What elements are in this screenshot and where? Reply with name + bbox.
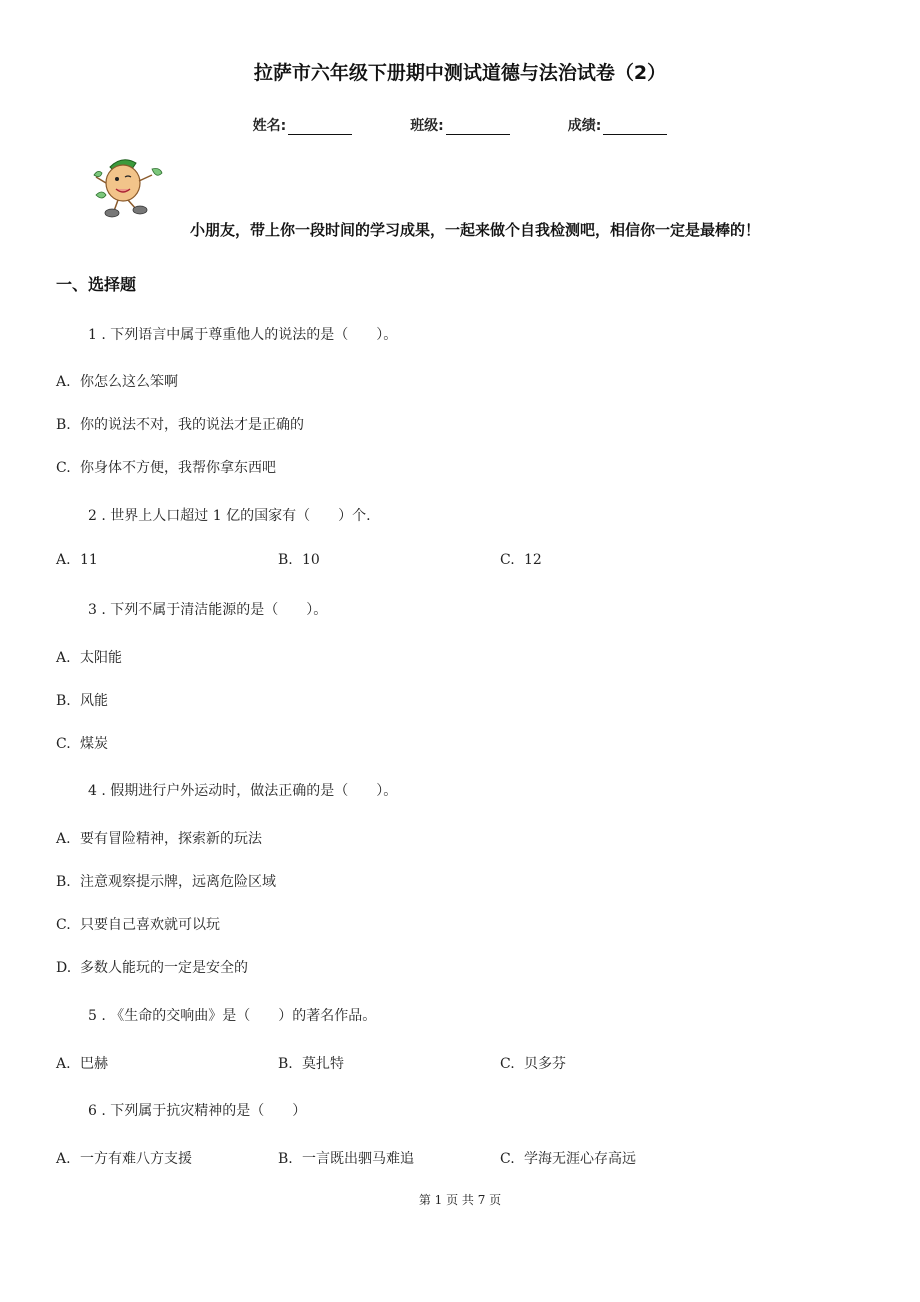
option-letter: B. — [278, 1056, 293, 1072]
option-4c — [56, 914, 220, 934]
option-5b — [278, 1053, 344, 1073]
option-letter: A. — [56, 831, 71, 847]
question-3: 3 . 下列不属于清洁能源的是（ ）。 — [88, 602, 328, 618]
class-field — [410, 115, 510, 135]
option-letter: B. — [56, 693, 71, 709]
option-letter: C. — [56, 460, 71, 476]
score-field — [568, 115, 668, 135]
option-letter: C. — [56, 736, 71, 752]
name-field — [253, 115, 353, 135]
option-2b — [278, 552, 320, 568]
option-4a — [56, 828, 262, 848]
option-text: 贝多芬 — [524, 1056, 566, 1072]
option-6b — [278, 1148, 414, 1168]
student-info-row — [0, 115, 920, 135]
option-text: 太阳能 — [80, 650, 122, 666]
question-4: 4 . 假期进行户外运动时，做法正确的是（ ）。 — [88, 783, 398, 799]
option-letter: C. — [500, 1056, 515, 1072]
option-text: 你怎么这么笨啊 — [80, 374, 178, 390]
option-letter: C. — [500, 552, 515, 568]
option-letter: C. — [500, 1151, 515, 1167]
option-letter: D. — [56, 960, 72, 976]
option-text: 只要自己喜欢就可以玩 — [80, 917, 220, 933]
option-letter: A. — [56, 552, 71, 568]
question-6: 6 . 下列属于抗灾精神的是（ ） — [88, 1103, 307, 1119]
option-text: 你身体不方便，我帮你拿东西吧 — [80, 460, 276, 476]
option-text: 学海无涯心存高远 — [524, 1151, 636, 1167]
question-1: 1 . 下列语言中属于尊重他人的说法的是（ ）。 — [88, 327, 398, 343]
option-letter: B. — [278, 552, 293, 568]
option-text: 煤炭 — [80, 736, 108, 752]
option-text: 多数人能玩的一定是安全的 — [80, 960, 248, 976]
option-5c — [500, 1053, 566, 1073]
option-1b — [56, 414, 304, 434]
option-4d — [56, 957, 248, 977]
question-2: 2 . 世界上人口超过 1 亿的国家有（ ）个. — [88, 508, 371, 524]
page-footer: 第 1 页 共 7 页 — [418, 1193, 502, 1207]
option-text: 11 — [80, 552, 98, 568]
mascot-cartoon-icon — [92, 155, 168, 221]
option-text: 注意观察提示牌，远离危险区域 — [80, 874, 276, 890]
option-3b — [56, 690, 108, 710]
option-letter: A. — [56, 650, 71, 666]
intro-text: 小朋友，带上你一段时间的学习成果，一起来做个自我检测吧，相信你一定是最棒的！ — [190, 221, 761, 239]
option-letter: C. — [56, 917, 71, 933]
option-2c — [500, 552, 542, 568]
option-3c — [56, 733, 108, 753]
option-text: 莫扎特 — [302, 1056, 344, 1072]
option-text: 12 — [524, 552, 542, 568]
option-letter: B. — [278, 1151, 293, 1167]
option-1a — [56, 371, 178, 391]
score-blank — [603, 120, 667, 135]
option-text: 一方有难八方支援 — [80, 1151, 192, 1167]
question-5: 5 . 《生命的交响曲》是（ ）的著名作品。 — [88, 1008, 377, 1024]
option-letter: A. — [56, 1056, 71, 1072]
section-heading: 一、选择题 — [56, 275, 137, 294]
option-text: 要有冒险精神，探索新的玩法 — [80, 831, 262, 847]
option-text: 10 — [302, 552, 320, 568]
option-4b — [56, 871, 276, 891]
option-text: 一言既出驷马难追 — [302, 1151, 414, 1167]
option-letter: A. — [56, 1151, 71, 1167]
name-label: 姓名: — [252, 118, 287, 134]
option-6c — [500, 1148, 636, 1168]
option-text: 风能 — [80, 693, 108, 709]
option-letter: B. — [56, 417, 71, 433]
option-text: 巴赫 — [80, 1056, 108, 1072]
option-3a — [56, 647, 122, 667]
option-text: 你的说法不对，我的说法才是正确的 — [80, 417, 304, 433]
option-2a — [56, 552, 98, 568]
class-blank — [446, 120, 510, 135]
option-6a — [56, 1148, 192, 1168]
exam-title: 拉萨市六年级下册期中测试道德与法治试卷（2） — [253, 62, 667, 84]
option-letter: B. — [56, 874, 71, 890]
name-blank — [288, 120, 352, 135]
option-5a — [56, 1053, 108, 1073]
score-label: 成绩: — [567, 118, 602, 134]
option-letter: A. — [56, 374, 71, 390]
class-label: 班级: — [410, 118, 444, 134]
option-1c — [56, 457, 276, 477]
